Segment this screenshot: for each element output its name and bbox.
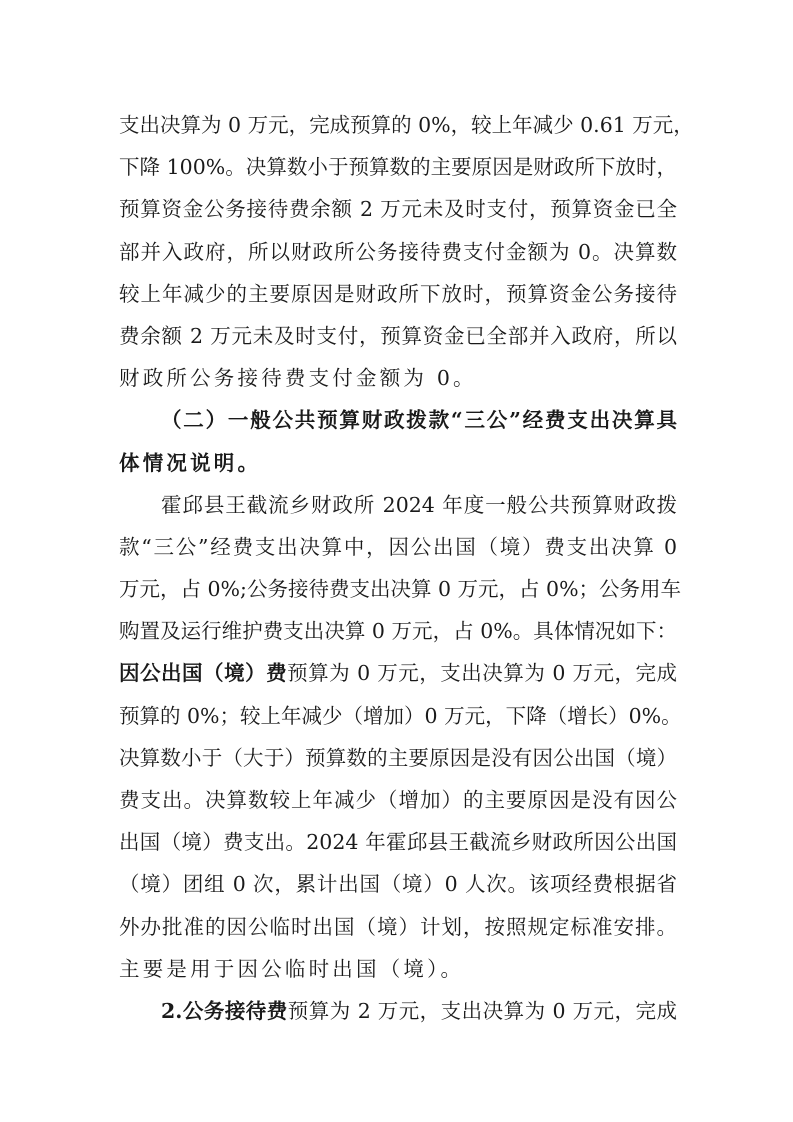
- text-line: [119, 568, 682, 610]
- text-line: [119, 990, 677, 1032]
- text-line: [119, 948, 677, 990]
- text-line: [119, 484, 677, 526]
- text-segment: （境）团组 0 次，累计出国（境）0 人次。该项经费根据省: [119, 872, 677, 897]
- text-segment: 款“三公”经费支出决算中，因公出国（境）费支出决算 0: [119, 534, 677, 559]
- text-line: [119, 399, 677, 441]
- text-line: [119, 188, 677, 230]
- text-segment: 费支出。决算数较上年减少（增加）的主要原因是没有因公: [119, 788, 677, 812]
- text-segment: 预算的 0%；较上年减少（增加）0 万元，下降（增长）0%。: [119, 703, 682, 728]
- text-line: [119, 273, 677, 315]
- document-body: [119, 104, 694, 1032]
- text-segment: 支出决算为 0 万元，完成预算的 0%，较上年减少 0.61 万元，: [119, 113, 694, 137]
- bold-text: 2.公务接待费: [161, 998, 288, 1023]
- text-segment: 主要是用于因公临时出国（境）。: [119, 956, 465, 981]
- text-line: [119, 526, 677, 568]
- text-segment: 霍邱县王截流乡财政所 2024 年度一般公共预算财政拨: [161, 492, 677, 517]
- text-segment: 万元，占 0%;公务接待费支出决算 0 万元，占 0%；公务用车: [119, 577, 682, 602]
- text-line: [119, 104, 694, 146]
- bold-text: 因公出国（境）费: [119, 661, 288, 686]
- text-segment: 预算为 0 万元，支出决算为 0 万元，完成: [287, 661, 678, 686]
- text-segment: 预算资金公务接待费余额 2 万元未及时支付，预算资金已全: [119, 197, 677, 222]
- text-segment: 较上年减少的主要原因是财政所下放时，预算资金公务接待: [119, 281, 677, 306]
- text-line: [119, 821, 677, 863]
- text-line: [119, 231, 677, 273]
- text-segment: 外办批准的因公临时出国（境）计划，按照规定标准安排。: [119, 914, 677, 939]
- bold-text: 体情况说明。: [119, 450, 262, 475]
- text-line: [119, 737, 677, 779]
- text-line: [119, 695, 682, 737]
- text-segment: 财政所公务接待费支付金额为 0。: [119, 366, 477, 391]
- text-line: [119, 146, 677, 188]
- text-line: [119, 442, 677, 484]
- text-line: [119, 357, 677, 399]
- text-line: [119, 610, 677, 652]
- text-line: [119, 315, 677, 357]
- text-line: [119, 906, 677, 948]
- text-segment: 预算为 2 万元，支出决算为 0 万元，完成: [287, 998, 677, 1023]
- text-segment: 费余额 2 万元未及时支付，预算资金已全部并入政府，所以: [119, 323, 677, 348]
- text-segment: 购置及运行维护费支出决算 0 万元，占 0%。具体情况如下：: [119, 619, 677, 644]
- text-segment: 下降 100%。决算数小于预算数的主要原因是财政所下放时，: [119, 155, 677, 180]
- text-segment: 出国（境）费支出。2024 年霍邱县王截流乡财政所因公出国: [119, 830, 677, 855]
- text-segment: 部并入政府，所以财政所公务接待费支付金额为 0。决算数: [119, 239, 677, 264]
- text-line: [119, 779, 677, 821]
- bold-text: （二）一般公共预算财政拨款“三公”经费支出决算具: [161, 408, 677, 433]
- text-segment: 决算数小于（大于）预算数的主要原因是没有因公出国（境）: [119, 745, 677, 770]
- text-line: [119, 863, 677, 905]
- text-line: [119, 652, 677, 694]
